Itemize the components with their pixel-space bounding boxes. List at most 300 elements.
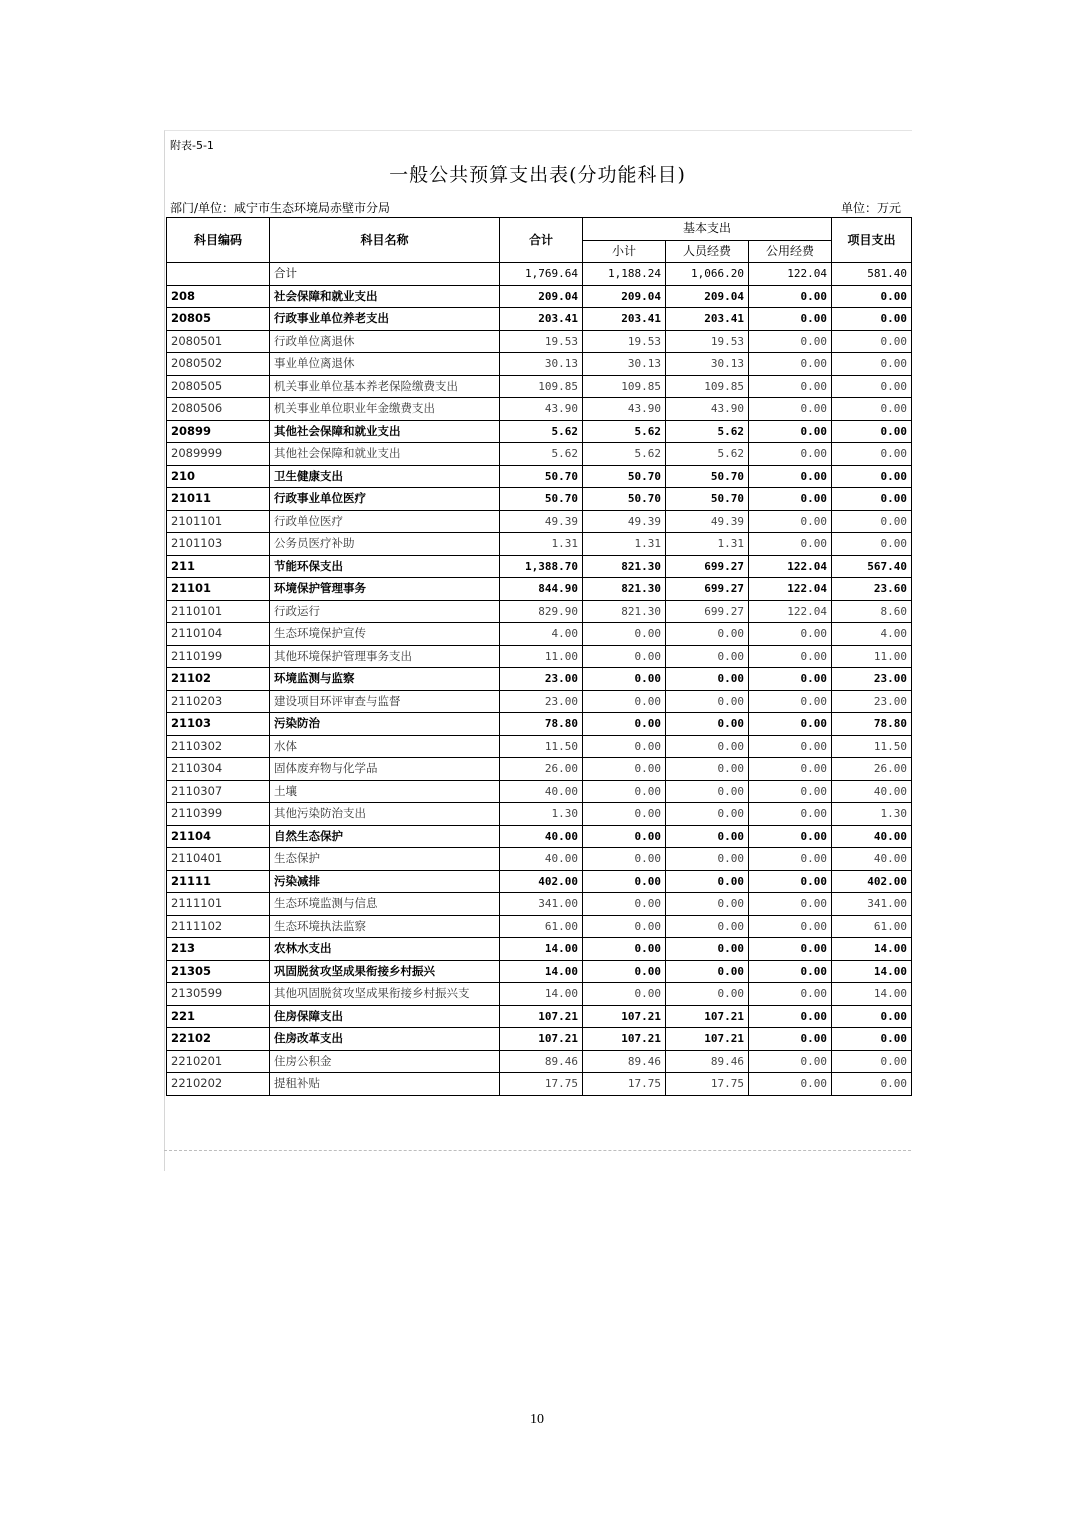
cell-personnel: 0.00 <box>666 758 749 781</box>
table-row <box>167 780 912 803</box>
cell-subtotal: 19.53 <box>583 330 666 353</box>
cell-name: 环境保护管理事务 <box>270 578 500 601</box>
cell-public: 0.00 <box>749 870 832 893</box>
cell-total: 43.90 <box>500 398 583 421</box>
header-total: 合计 <box>500 218 583 263</box>
cell-code: 2110203 <box>167 690 270 713</box>
cell-name: 其他污染防治支出 <box>270 803 500 826</box>
table-row <box>167 713 912 736</box>
cell-project: 40.00 <box>832 825 912 848</box>
cell-public: 0.00 <box>749 330 832 353</box>
cell-project: 14.00 <box>832 983 912 1006</box>
cell-public: 0.00 <box>749 308 832 331</box>
cell-subtotal: 0.00 <box>583 735 666 758</box>
header-name: 科目名称 <box>270 218 500 263</box>
cell-total: 17.75 <box>500 1073 583 1096</box>
cell-subtotal: 107.21 <box>583 1028 666 1051</box>
cell-name: 建设项目环评审查与监督 <box>270 690 500 713</box>
table-row <box>167 983 912 1006</box>
cell-project: 0.00 <box>832 1073 912 1096</box>
cell-personnel: 30.13 <box>666 353 749 376</box>
cell-personnel: 0.00 <box>666 915 749 938</box>
cell-subtotal: 30.13 <box>583 353 666 376</box>
cell-personnel: 109.85 <box>666 375 749 398</box>
cell-name: 行政事业单位医疗 <box>270 488 500 511</box>
cell-code: 2101101 <box>167 510 270 533</box>
header-public: 公用经费 <box>749 240 832 263</box>
table-row <box>167 915 912 938</box>
cell-project: 61.00 <box>832 915 912 938</box>
department-label: 部门/单位：咸宁市生态环境局赤壁市分局 <box>170 201 391 215</box>
cell-subtotal: 821.30 <box>583 555 666 578</box>
cell-name: 合计 <box>270 263 500 286</box>
cell-total: 829.90 <box>500 600 583 623</box>
cell-code: 211 <box>167 555 270 578</box>
cell-personnel: 0.00 <box>666 960 749 983</box>
cell-public: 0.00 <box>749 623 832 646</box>
cell-total: 23.00 <box>500 690 583 713</box>
table-header <box>167 218 912 263</box>
cell-personnel: 203.41 <box>666 308 749 331</box>
cell-total: 1,769.64 <box>500 263 583 286</box>
cell-subtotal: 821.30 <box>583 600 666 623</box>
cell-subtotal: 43.90 <box>583 398 666 421</box>
cell-personnel: 0.00 <box>666 983 749 1006</box>
cell-name: 机关事业单位基本养老保险缴费支出 <box>270 375 500 398</box>
cell-total: 11.00 <box>500 645 583 668</box>
cell-subtotal: 0.00 <box>583 870 666 893</box>
cell-personnel: 699.27 <box>666 555 749 578</box>
cell-total: 19.53 <box>500 330 583 353</box>
table-row <box>167 330 912 353</box>
cell-subtotal: 50.70 <box>583 488 666 511</box>
cell-public: 0.00 <box>749 1005 832 1028</box>
table-row <box>167 960 912 983</box>
cell-subtotal: 1,188.24 <box>583 263 666 286</box>
cell-code: 2110307 <box>167 780 270 803</box>
cell-code: 2210202 <box>167 1073 270 1096</box>
cell-personnel: 0.00 <box>666 623 749 646</box>
cell-subtotal: 107.21 <box>583 1005 666 1028</box>
cell-total: 89.46 <box>500 1050 583 1073</box>
cell-personnel: 0.00 <box>666 735 749 758</box>
cell-subtotal: 209.04 <box>583 285 666 308</box>
cell-code: 2110101 <box>167 600 270 623</box>
cell-name: 行政事业单位养老支出 <box>270 308 500 331</box>
header-personnel: 人员经费 <box>666 240 749 263</box>
cell-total: 5.62 <box>500 443 583 466</box>
table-row <box>167 443 912 466</box>
header-basic: 基本支出 <box>583 218 832 241</box>
cell-name: 其他社会保障和就业支出 <box>270 420 500 443</box>
table-row <box>167 758 912 781</box>
cell-code: 2110304 <box>167 758 270 781</box>
cell-code: 2080501 <box>167 330 270 353</box>
cell-project: 0.00 <box>832 375 912 398</box>
cell-code: 210 <box>167 465 270 488</box>
cell-subtotal: 821.30 <box>583 578 666 601</box>
cell-subtotal: 0.00 <box>583 803 666 826</box>
cell-subtotal: 0.00 <box>583 893 666 916</box>
cell-name: 提租补贴 <box>270 1073 500 1096</box>
cell-public: 0.00 <box>749 915 832 938</box>
cell-name: 机关事业单位职业年金缴费支出 <box>270 398 500 421</box>
cell-project: 0.00 <box>832 1005 912 1028</box>
table-body <box>167 263 912 1096</box>
cell-total: 844.90 <box>500 578 583 601</box>
cell-name: 生态环境监测与信息 <box>270 893 500 916</box>
cell-project: 11.50 <box>832 735 912 758</box>
cell-total: 11.50 <box>500 735 583 758</box>
cell-project: 0.00 <box>832 398 912 421</box>
cell-personnel: 0.00 <box>666 893 749 916</box>
cell-total: 1,388.70 <box>500 555 583 578</box>
cell-total: 61.00 <box>500 915 583 938</box>
cell-total: 5.62 <box>500 420 583 443</box>
cell-subtotal: 89.46 <box>583 1050 666 1073</box>
cell-personnel: 0.00 <box>666 780 749 803</box>
table-row <box>167 1050 912 1073</box>
table-row <box>167 600 912 623</box>
cell-public: 0.00 <box>749 465 832 488</box>
cell-code: 2080502 <box>167 353 270 376</box>
cell-public: 122.04 <box>749 555 832 578</box>
cell-total: 107.21 <box>500 1028 583 1051</box>
cell-project: 567.40 <box>832 555 912 578</box>
cell-public: 0.00 <box>749 375 832 398</box>
cell-subtotal: 203.41 <box>583 308 666 331</box>
cell-code: 2101103 <box>167 533 270 556</box>
cell-subtotal: 0.00 <box>583 690 666 713</box>
header-subtotal: 小计 <box>583 240 666 263</box>
cell-name: 污染防治 <box>270 713 500 736</box>
cell-subtotal: 109.85 <box>583 375 666 398</box>
cell-code <box>167 263 270 286</box>
cell-project: 40.00 <box>832 848 912 871</box>
table-title: 一般公共预算支出表(分功能科目) <box>389 164 686 186</box>
table-row <box>167 893 912 916</box>
cell-project: 0.00 <box>832 285 912 308</box>
cell-code: 2110199 <box>167 645 270 668</box>
cell-public: 0.00 <box>749 735 832 758</box>
cell-personnel: 0.00 <box>666 645 749 668</box>
cell-project: 0.00 <box>832 1050 912 1073</box>
cell-code: 21104 <box>167 825 270 848</box>
cell-total: 341.00 <box>500 893 583 916</box>
cell-personnel: 107.21 <box>666 1028 749 1051</box>
cell-subtotal: 0.00 <box>583 758 666 781</box>
cell-name: 土壤 <box>270 780 500 803</box>
cell-personnel: 0.00 <box>666 803 749 826</box>
cell-project: 0.00 <box>832 308 912 331</box>
cell-personnel: 0.00 <box>666 870 749 893</box>
table-row <box>167 1073 912 1096</box>
cell-personnel: 209.04 <box>666 285 749 308</box>
cell-name: 住房保障支出 <box>270 1005 500 1028</box>
cell-project: 0.00 <box>832 510 912 533</box>
cell-name: 其他社会保障和就业支出 <box>270 443 500 466</box>
cell-code: 2130599 <box>167 983 270 1006</box>
page-break-line <box>164 1150 911 1151</box>
cell-code: 2080506 <box>167 398 270 421</box>
cell-project: 23.00 <box>832 690 912 713</box>
cell-code: 22102 <box>167 1028 270 1051</box>
table-row <box>167 623 912 646</box>
cell-public: 0.00 <box>749 713 832 736</box>
cell-public: 0.00 <box>749 398 832 421</box>
cell-project: 581.40 <box>832 263 912 286</box>
cell-total: 14.00 <box>500 938 583 961</box>
table-row <box>167 735 912 758</box>
cell-code: 21305 <box>167 960 270 983</box>
table-row <box>167 803 912 826</box>
cell-public: 0.00 <box>749 533 832 556</box>
table-row <box>167 308 912 331</box>
cell-name: 环境监测与监察 <box>270 668 500 691</box>
cell-total: 14.00 <box>500 983 583 1006</box>
cell-public: 0.00 <box>749 848 832 871</box>
cell-total: 1.31 <box>500 533 583 556</box>
cell-project: 0.00 <box>832 1028 912 1051</box>
cell-personnel: 0.00 <box>666 713 749 736</box>
cell-public: 122.04 <box>749 578 832 601</box>
cell-public: 0.00 <box>749 645 832 668</box>
table-row <box>167 578 912 601</box>
cell-personnel: 1.31 <box>666 533 749 556</box>
cell-subtotal: 0.00 <box>583 983 666 1006</box>
cell-name: 其他环境保护管理事务支出 <box>270 645 500 668</box>
cell-code: 2111102 <box>167 915 270 938</box>
cell-total: 14.00 <box>500 960 583 983</box>
cell-public: 0.00 <box>749 893 832 916</box>
cell-name: 农林水支出 <box>270 938 500 961</box>
cell-subtotal: 17.75 <box>583 1073 666 1096</box>
cell-public: 0.00 <box>749 938 832 961</box>
cell-code: 2080505 <box>167 375 270 398</box>
cell-project: 23.00 <box>832 668 912 691</box>
cell-subtotal: 0.00 <box>583 825 666 848</box>
cell-personnel: 0.00 <box>666 668 749 691</box>
cell-code: 2110401 <box>167 848 270 871</box>
cell-name: 水体 <box>270 735 500 758</box>
cell-personnel: 17.75 <box>666 1073 749 1096</box>
cell-personnel: 5.62 <box>666 443 749 466</box>
cell-code: 2110399 <box>167 803 270 826</box>
table-row <box>167 1005 912 1028</box>
cell-subtotal: 0.00 <box>583 645 666 668</box>
cell-subtotal: 1.31 <box>583 533 666 556</box>
cell-total: 402.00 <box>500 870 583 893</box>
cell-name: 行政运行 <box>270 600 500 623</box>
table-row <box>167 690 912 713</box>
table-row <box>167 398 912 421</box>
cell-public: 0.00 <box>749 825 832 848</box>
cell-public: 0.00 <box>749 960 832 983</box>
cell-project: 8.60 <box>832 600 912 623</box>
cell-code: 221 <box>167 1005 270 1028</box>
cell-code: 21102 <box>167 668 270 691</box>
cell-code: 21101 <box>167 578 270 601</box>
cell-public: 0.00 <box>749 285 832 308</box>
cell-personnel: 0.00 <box>666 848 749 871</box>
cell-personnel: 43.90 <box>666 398 749 421</box>
table-row <box>167 555 912 578</box>
cell-public: 0.00 <box>749 1028 832 1051</box>
table-row <box>167 510 912 533</box>
cell-total: 209.04 <box>500 285 583 308</box>
cell-name: 生态保护 <box>270 848 500 871</box>
cell-project: 40.00 <box>832 780 912 803</box>
cell-subtotal: 5.62 <box>583 443 666 466</box>
cell-name: 污染减排 <box>270 870 500 893</box>
cell-personnel: 0.00 <box>666 938 749 961</box>
cell-subtotal: 0.00 <box>583 780 666 803</box>
cell-total: 23.00 <box>500 668 583 691</box>
cell-total: 107.21 <box>500 1005 583 1028</box>
unit-label: 单位：万元 <box>840 201 901 215</box>
cell-subtotal: 0.00 <box>583 938 666 961</box>
cell-project: 23.60 <box>832 578 912 601</box>
cell-personnel: 89.46 <box>666 1050 749 1073</box>
cell-public: 0.00 <box>749 758 832 781</box>
cell-code: 20899 <box>167 420 270 443</box>
cell-code: 208 <box>167 285 270 308</box>
cell-project: 4.00 <box>832 623 912 646</box>
cell-total: 50.70 <box>500 465 583 488</box>
cell-code: 2089999 <box>167 443 270 466</box>
cell-code: 2110302 <box>167 735 270 758</box>
cell-name: 固体废弃物与化学品 <box>270 758 500 781</box>
cell-subtotal: 0.00 <box>583 623 666 646</box>
appendix-label: 附表-5-1 <box>170 139 214 152</box>
cell-code: 21011 <box>167 488 270 511</box>
cell-subtotal: 0.00 <box>583 668 666 691</box>
table-row <box>167 645 912 668</box>
table-row <box>167 420 912 443</box>
cell-total: 203.41 <box>500 308 583 331</box>
cell-public: 122.04 <box>749 600 832 623</box>
cell-personnel: 0.00 <box>666 825 749 848</box>
cell-personnel: 5.62 <box>666 420 749 443</box>
cell-personnel: 50.70 <box>666 488 749 511</box>
cell-name: 行政单位离退休 <box>270 330 500 353</box>
table-row <box>167 668 912 691</box>
cell-subtotal: 0.00 <box>583 848 666 871</box>
cell-name: 节能环保支出 <box>270 555 500 578</box>
cell-public: 0.00 <box>749 803 832 826</box>
cell-code: 213 <box>167 938 270 961</box>
cell-project: 0.00 <box>832 488 912 511</box>
cell-project: 0.00 <box>832 353 912 376</box>
cell-code: 2110104 <box>167 623 270 646</box>
table-row <box>167 465 912 488</box>
table-row <box>167 263 912 286</box>
cell-project: 1.30 <box>832 803 912 826</box>
cell-project: 14.00 <box>832 938 912 961</box>
cell-personnel: 699.27 <box>666 600 749 623</box>
cell-public: 0.00 <box>749 488 832 511</box>
cell-name: 巩固脱贫攻坚成果衔接乡村振兴 <box>270 960 500 983</box>
table-row <box>167 488 912 511</box>
budget-table <box>166 217 912 1096</box>
cell-public: 122.04 <box>749 263 832 286</box>
cell-code: 21111 <box>167 870 270 893</box>
cell-public: 0.00 <box>749 443 832 466</box>
cell-project: 26.00 <box>832 758 912 781</box>
table-row <box>167 533 912 556</box>
cell-subtotal: 0.00 <box>583 960 666 983</box>
cell-public: 0.00 <box>749 668 832 691</box>
table-row <box>167 825 912 848</box>
cell-name: 事业单位离退休 <box>270 353 500 376</box>
cell-project: 11.00 <box>832 645 912 668</box>
cell-public: 0.00 <box>749 780 832 803</box>
cell-code: 21103 <box>167 713 270 736</box>
cell-public: 0.00 <box>749 510 832 533</box>
cell-name: 住房公积金 <box>270 1050 500 1073</box>
cell-project: 0.00 <box>832 420 912 443</box>
cell-public: 0.00 <box>749 1050 832 1073</box>
cell-name: 自然生态保护 <box>270 825 500 848</box>
cell-total: 40.00 <box>500 848 583 871</box>
cell-public: 0.00 <box>749 1073 832 1096</box>
cell-project: 341.00 <box>832 893 912 916</box>
cell-total: 78.80 <box>500 713 583 736</box>
table-row <box>167 285 912 308</box>
cell-total: 1.30 <box>500 803 583 826</box>
cell-total: 50.70 <box>500 488 583 511</box>
cell-name: 公务员医疗补助 <box>270 533 500 556</box>
cell-code: 2111101 <box>167 893 270 916</box>
cell-total: 49.39 <box>500 510 583 533</box>
cell-subtotal: 5.62 <box>583 420 666 443</box>
cell-personnel: 50.70 <box>666 465 749 488</box>
cell-project: 0.00 <box>832 533 912 556</box>
cell-total: 40.00 <box>500 780 583 803</box>
cell-public: 0.00 <box>749 983 832 1006</box>
page-number: 10 <box>530 1412 544 1427</box>
table-row <box>167 938 912 961</box>
cell-personnel: 107.21 <box>666 1005 749 1028</box>
table-row <box>167 848 912 871</box>
cell-project: 0.00 <box>832 465 912 488</box>
cell-code: 2210201 <box>167 1050 270 1073</box>
cell-total: 109.85 <box>500 375 583 398</box>
cell-personnel: 699.27 <box>666 578 749 601</box>
cell-subtotal: 0.00 <box>583 915 666 938</box>
cell-project: 402.00 <box>832 870 912 893</box>
cell-name: 其他巩固脱贫攻坚成果衔接乡村振兴支 <box>270 983 500 1006</box>
cell-public: 0.00 <box>749 690 832 713</box>
cell-subtotal: 50.70 <box>583 465 666 488</box>
cell-name: 卫生健康支出 <box>270 465 500 488</box>
cell-project: 0.00 <box>832 443 912 466</box>
table-row <box>167 870 912 893</box>
cell-name: 行政单位医疗 <box>270 510 500 533</box>
cell-total: 40.00 <box>500 825 583 848</box>
header-code: 科目编码 <box>167 218 270 263</box>
table-row <box>167 353 912 376</box>
cell-name: 生态环境执法监察 <box>270 915 500 938</box>
cell-project: 14.00 <box>832 960 912 983</box>
cell-code: 20805 <box>167 308 270 331</box>
cell-total: 30.13 <box>500 353 583 376</box>
cell-personnel: 19.53 <box>666 330 749 353</box>
header-project: 项目支出 <box>832 218 912 263</box>
cell-public: 0.00 <box>749 353 832 376</box>
cell-personnel: 1,066.20 <box>666 263 749 286</box>
cell-personnel: 49.39 <box>666 510 749 533</box>
